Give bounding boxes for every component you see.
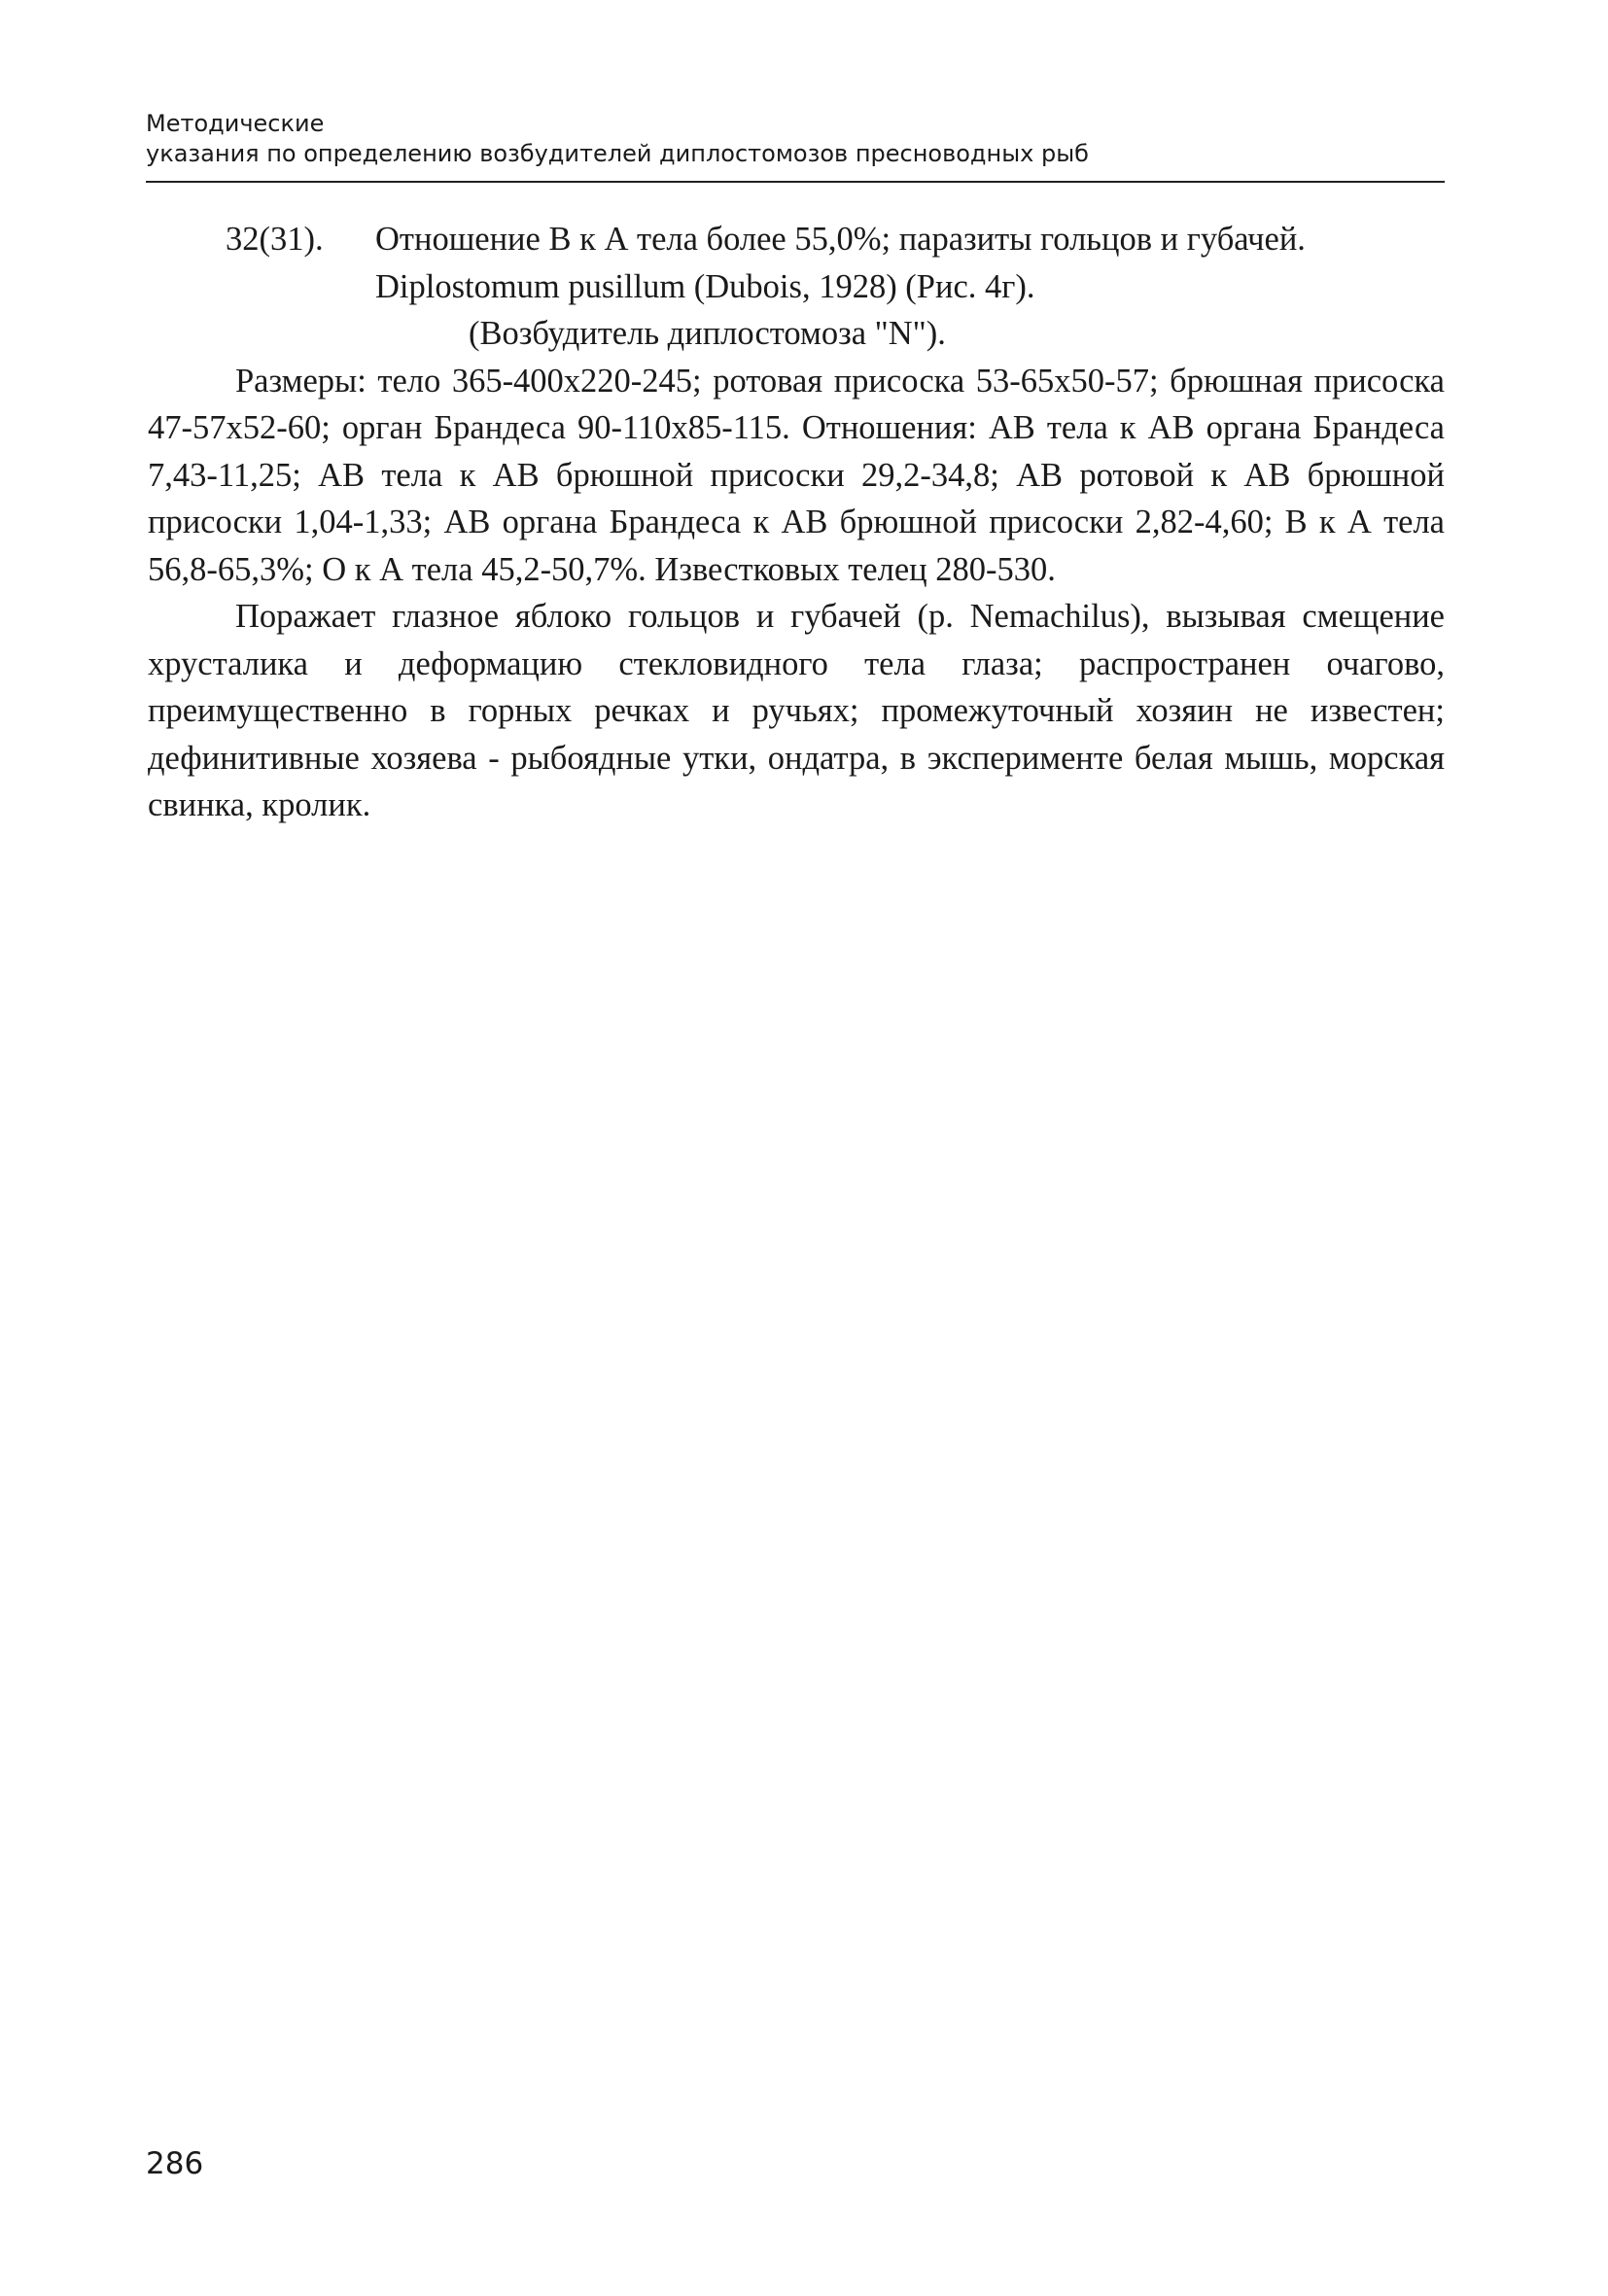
running-header <box>146 109 1449 169</box>
main-text <box>148 216 1445 829</box>
key-entry <box>148 216 1445 263</box>
page-number: 286 <box>146 2146 204 2181</box>
disease-name: (Возбудитель диплостомоза "N"). <box>469 315 946 352</box>
species-name: Diplostomum pusillum (Dubois, 1928) (Рис. 4г). <box>375 267 1035 305</box>
header-title-line-2: указания по определению возбудителей диплостомозов пресноводных рыб <box>146 140 1089 167</box>
header-title-line-1: Методические <box>146 110 325 137</box>
header-divider <box>146 181 1445 183</box>
key-entry-number: 32(31). <box>226 221 324 258</box>
key-entry-text: Отношение В к А тела более 55,0%; паразиты гольцов и губачей. <box>375 221 1306 258</box>
paragraph-description: Поражает глазное яблоко гольцов и губачей (р. Nemachilus), вызывая смещение хрусталика и деформацию стекловидного тела глаза; распространен очагово, преимущественно в горных речках и ручьях; промежуточный хозяин не известен; дефинитивные хозяева - рыбоядные утки, ондатра, в эксперименте белая мышь, морская свинка, кролик. <box>148 598 1445 823</box>
paragraph-dimensions: Размеры: тело 365-400х220-245; ротовая присоска 53-65х50-57; брюшная присоска 47-57х52-60; орган Брандеса 90-110х85-115. Отношения: АВ тела к АВ органа Брандеса 7,43-11,25; АВ тела к АВ брюшной присоски 29,2-34,8; АВ ротовой к АВ брюшной присоски 1,04-1,33; АВ органа Брандеса к АВ брюшной присоски 2,82-4,60; В к А тела 56,8-65,3%; О к А тела 45,2-50,7%. Известковых телец 280-530. <box>148 362 1445 588</box>
